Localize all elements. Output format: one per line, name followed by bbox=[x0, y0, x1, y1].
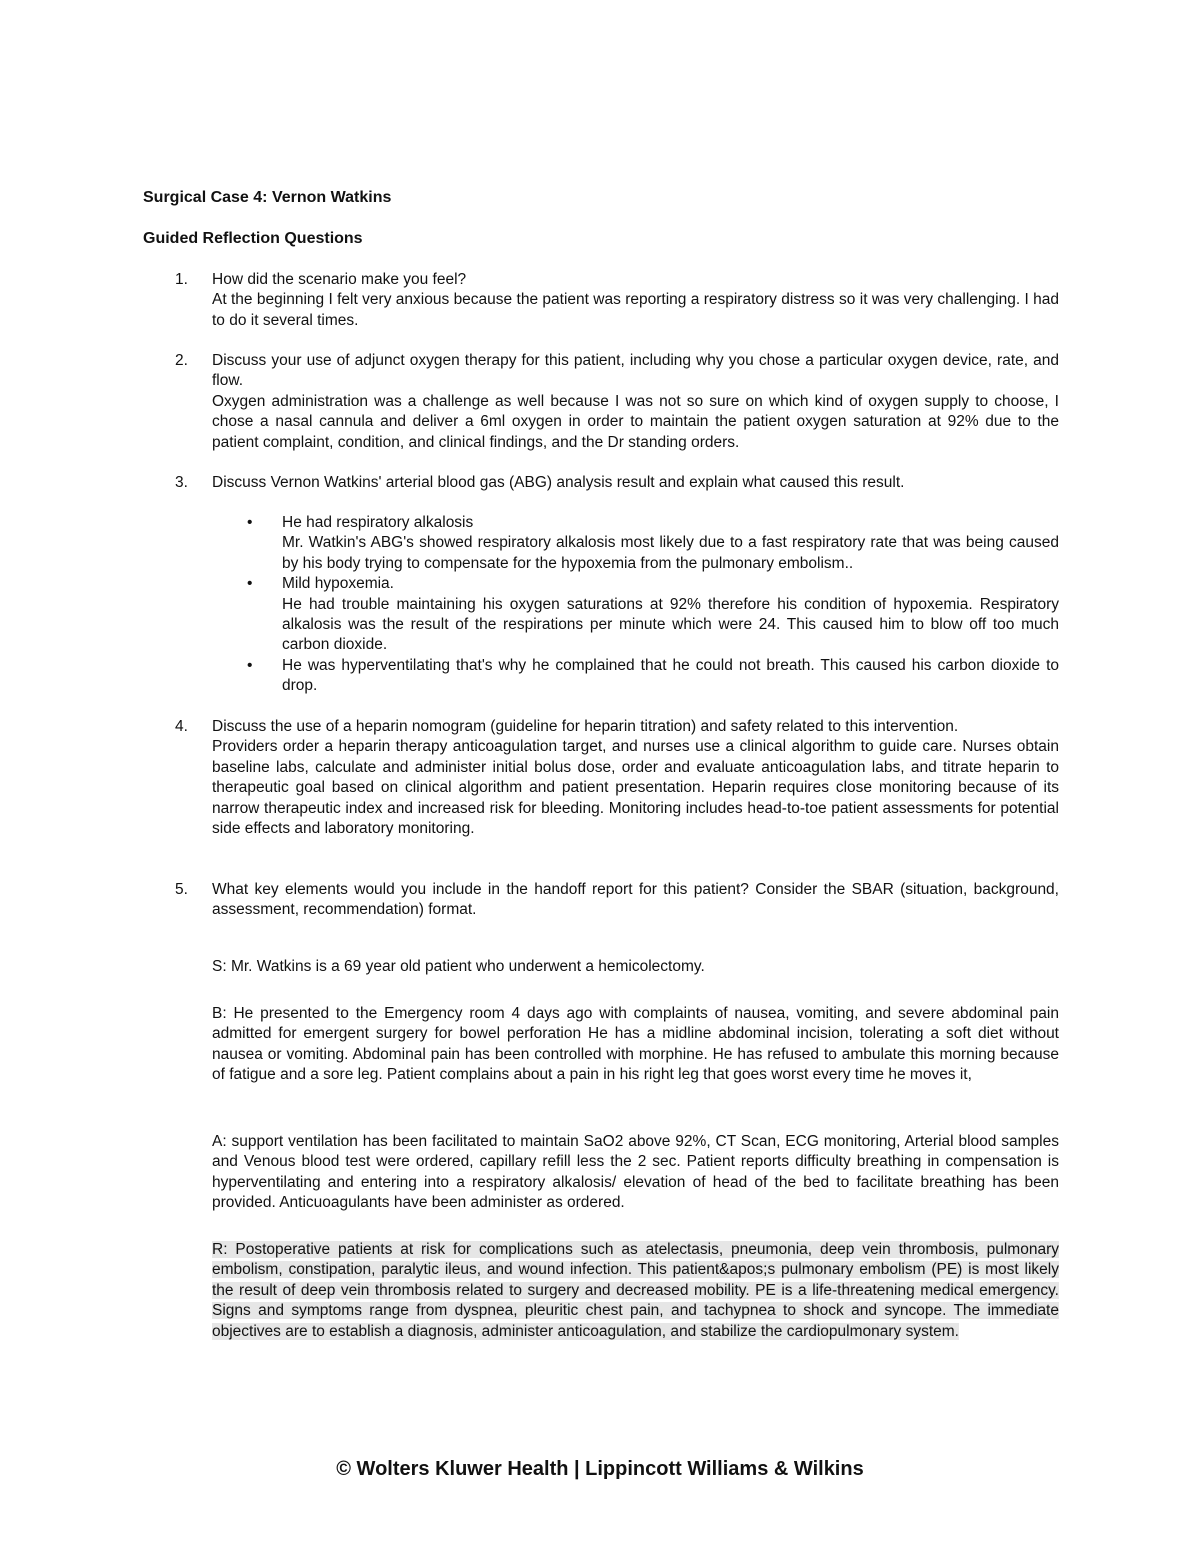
sbar-assessment: A: support ventilation has been facilitated to maintain SaO2 above 92%, CT Scan, ECG monitoring, Arterial blood samples and Venous blood test were ordered, capillary refill less the 2 sec. Patient reports difficulty breathing in compensation is hyperventilating and entering into a respiratory alkalosis/ elevation of head of the bed to facilitate breathing has been provided. Anticuoagulants have been administer as ordered. bbox=[212, 1133, 1059, 1212]
question-number: 1. bbox=[175, 271, 188, 288]
sbar-situation: S: Mr. Watkins is a 69 year old patient who underwent a hemicolectomy. bbox=[212, 958, 705, 975]
bullet-text: Mr. Watkin's ABG's showed respiratory alkalosis most likely due to a fast respiratory rate that was being caused by his body trying to compensate for the hypoxemia from the pulmonary embolism.. bbox=[282, 534, 1059, 572]
list-item bbox=[245, 513, 1059, 574]
highlighted-text: R: Postoperative patients at risk for complications such as atelectasis, pneumonia, deep vein thrombosis, pulmonary embolism, constipation, paralytic ileus, and wound infection. This patient&apos;s pulmonary embolism (PE) is most likely the result of deep vein thrombosis related to surgery and decreased mobility. PE is a life-threatening medical emergency. Signs and symptoms range from dyspnea, pleuritic chest pain, and tachypnea to shock and syncope. The immediate objectives are to establish a diagnosis, administer anticoagulation, and stabilize the cardiopulmonary system. bbox=[212, 1241, 1059, 1340]
bullet-icon: • bbox=[247, 656, 253, 674]
question-body bbox=[212, 473, 1059, 493]
copyright-footer: © Wolters Kluwer Health | Lippincott Williams & Wilkins bbox=[336, 1458, 864, 1480]
question-answer: At the beginning I felt very anxious because the patient was reporting a respiratory distress so it was very challenging. I had to do it several times. bbox=[212, 291, 1059, 329]
question-prompt: Discuss your use of adjunct oxygen therapy for this patient, including why you chose a particular oxygen device, rate, and flow. bbox=[212, 352, 1059, 390]
section-heading: Guided Reflection Questions bbox=[143, 230, 363, 247]
document-title: Surgical Case 4: Vernon Watkins bbox=[143, 189, 392, 206]
question-prompt: Discuss the use of a heparin nomogram (guideline for heparin titration) and safety related to this intervention. bbox=[212, 718, 959, 735]
sbar-background: B: He presented to the Emergency room 4 days ago with complaints of nausea, vomiting, and severe abdominal pain admitted for emergent surgery for bowel perforation He has a midline abdominal incision, tolerating a soft diet without nausea or vomiting. Abdominal pain has been controlled with morphine. He has refused to ambulate this morning because of fatigue and a sore leg. Patient complains about a pain in his right leg that goes worst every time he moves it, bbox=[212, 1005, 1059, 1084]
question-answer: Providers order a heparin therapy anticoagulation target, and nurses use a clinical algorithm to guide care. Nurses obtain baseline labs, calculate and administer initial bolus dose, order and evaluate anticoagulation labs, and titrate heparin to therapeutic goal based on clinical algorithm and patient presentation. Heparin requires close monitoring because of its narrow therapeutic index and increased risk for bleeding. Monitoring includes head-to-toe patient assessments for potential side effects and laboratory monitoring. bbox=[212, 738, 1059, 838]
question-number: 3. bbox=[175, 474, 188, 491]
question-prompt: How did the scenario make you feel? bbox=[212, 271, 467, 288]
bullet-icon: • bbox=[247, 575, 253, 593]
question-body bbox=[212, 270, 1059, 331]
question-prompt: Discuss Vernon Watkins' arterial blood gas (ABG) analysis result and explain what caused this result. bbox=[212, 474, 905, 491]
question-number: 5. bbox=[175, 881, 188, 898]
bullet-heading: Mild hypoxemia. bbox=[282, 575, 394, 593]
question-body bbox=[212, 880, 1059, 921]
bullet-icon: • bbox=[247, 514, 253, 531]
bullet-heading: He was hyperventilating that's why he complained that he could not breath. This caused his carbon dioxide to drop. bbox=[282, 656, 1059, 695]
bullet-text: He had trouble maintaining his oxygen saturations at 92% therefore his condition of hypoxemia. Respiratory alkalosis was the result of the respirations per minute which were 24. This caused him to blow off too much carbon dioxide. bbox=[282, 595, 1059, 654]
question-answer: Oxygen administration was a challenge as well because I was not so sure on which kind of oxygen supply to choose, I chose a nasal cannula and deliver a 6ml oxygen in order to maintain the patient oxygen saturation at 92% due to the patient complaint, condition, and clinical findings, and the Dr standing orders. bbox=[212, 392, 1059, 451]
question-body bbox=[212, 717, 1059, 839]
list-item bbox=[245, 656, 1059, 697]
question-prompt: What key elements would you include in the handoff report for this patient? Consider the SBAR (situation, background, assessment, recommendation) format. bbox=[212, 881, 1059, 919]
bullet-heading: He had respiratory alkalosis bbox=[282, 514, 474, 531]
abg-bullet-list bbox=[245, 513, 1059, 697]
question-body bbox=[212, 351, 1059, 453]
sbar-recommendation bbox=[212, 1240, 1059, 1342]
list-item bbox=[245, 574, 1059, 656]
question-number: 4. bbox=[175, 718, 188, 735]
question-number: 2. bbox=[175, 352, 188, 369]
